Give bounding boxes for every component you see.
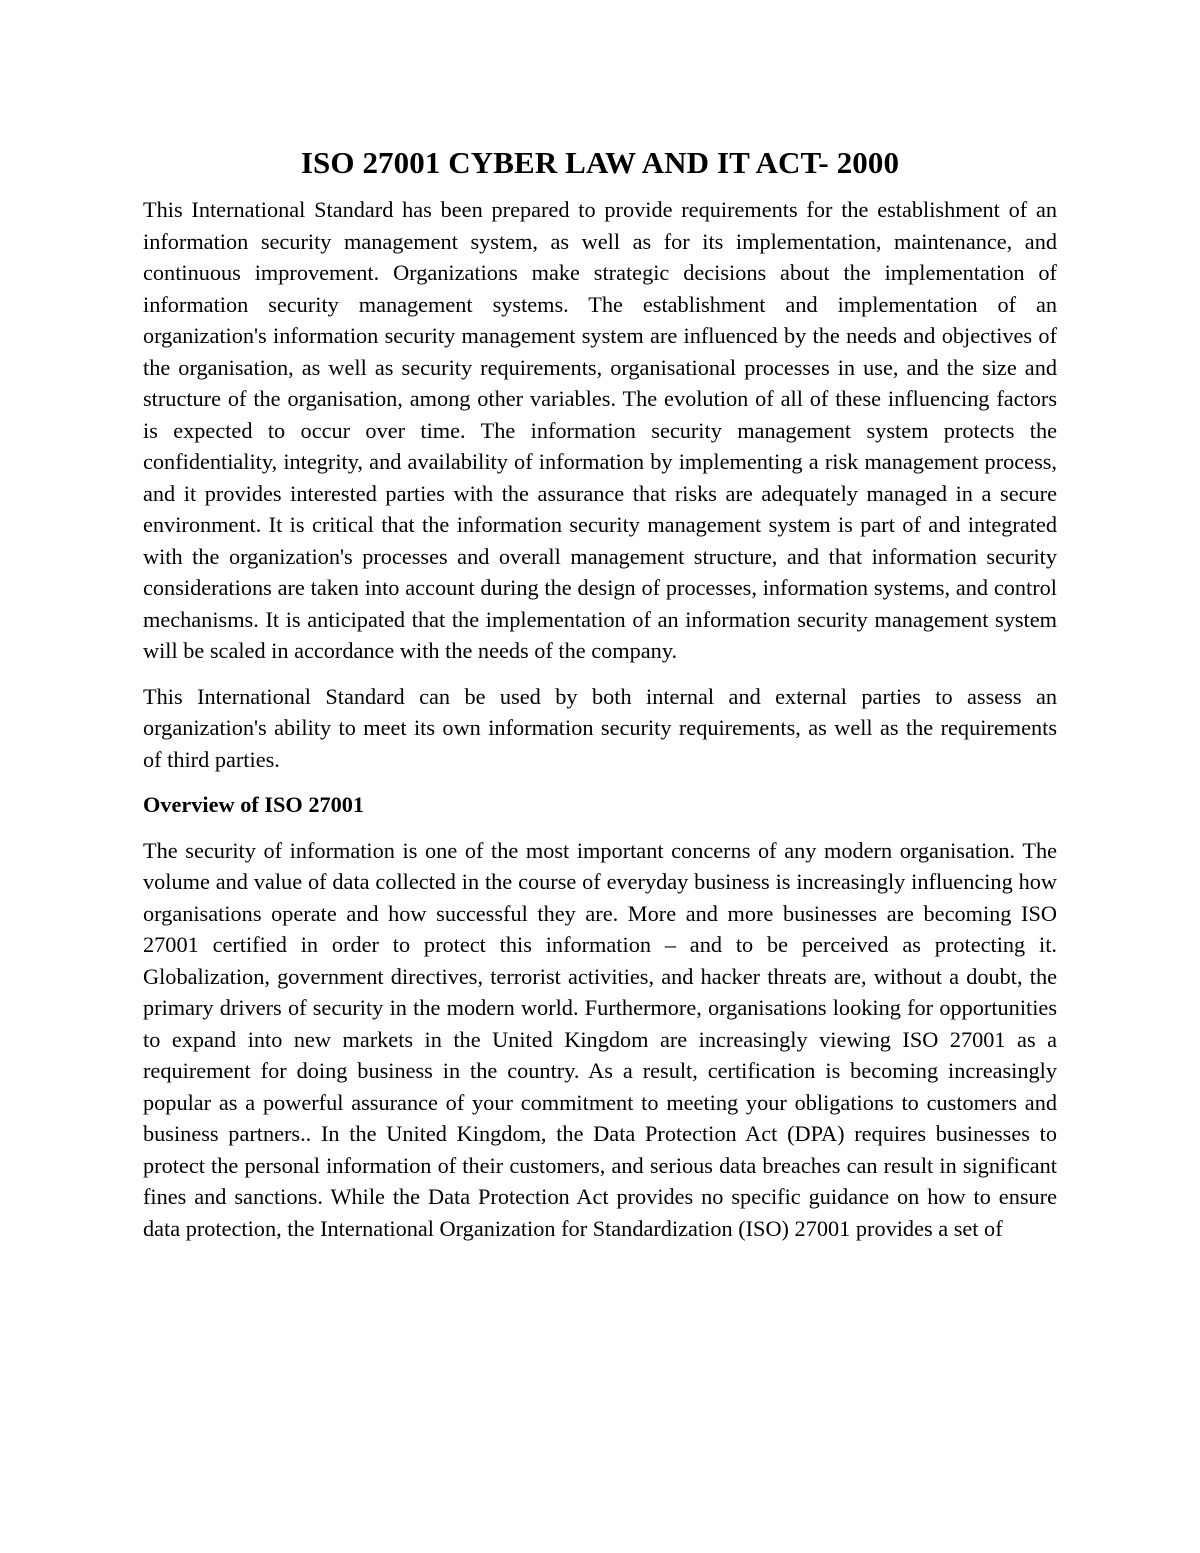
section-heading: Overview of ISO 27001 — [143, 792, 365, 817]
intro-paragraph: This International Standard has been prepared to provide requirements for the establishment of an information security management system, as well as for its implementation, maintenance, and continuous improvement. Organizations make strategic decisions about the implementation of information security management systems. The establishment and implementation of an organization's information security management system are influenced by the needs and objectives of the organisation, as well as security requirements, organisational processes in use, and the size and structure of the organisation, among other variables. The evolution of all of these influencing factors is expected to occur over time. The information security management system protects the confidentiality, integrity, and availability of information by implementing a risk management process, and it provides interested parties with the assurance that risks are adequately managed in a secure environment. It is critical that the information security management system is part of and integrated with the organization's processes and overall management structure, and that information security considerations are taken into account during the design of processes, information systems, and control mechanisms. It is anticipated that the implementation of an information security management system will be scaled in accordance with the needs of the company. — [143, 197, 1057, 663]
overview-paragraph: The security of information is one of the most important concerns of any modern organisation. The volume and value of data collected in the course of everyday business is increasingly influencing how organisations operate and how successful they are. More and more businesses are becoming ISO 27001 certified in order to protect this information – and to be perceived as protecting it. Globalization, government directives, terrorist activities, and hacker threats are, without a doubt, the primary drivers of security in the modern world. Furthermore, organisations looking for opportunities to expand into new markets in the United Kingdom are increasingly viewing ISO 27001 as a requirement for doing business in the country. As a result, certification is becoming increasingly popular as a powerful assurance of your commitment to meeting your obligations to customers and business partners.. In the United Kingdom, the Data Protection Act (DPA) requires businesses to protect the personal information of their customers, and serious data breaches can result in significant fines and sanctions. While the Data Protection Act provides no specific guidance on how to ensure data protection, the International Organization for Standardization (ISO) 27001 provides a set of — [143, 837, 1057, 1241]
document-body — [143, 145, 1057, 1258]
usage-paragraph: This International Standard can be used by both internal and external parties to assess an organization's ability to meet its own information security requirements, as well as the requirements of third parties. — [143, 683, 1057, 772]
document-title: ISO 27001 CYBER LAW AND IT ACT- 2000 — [300, 145, 900, 180]
